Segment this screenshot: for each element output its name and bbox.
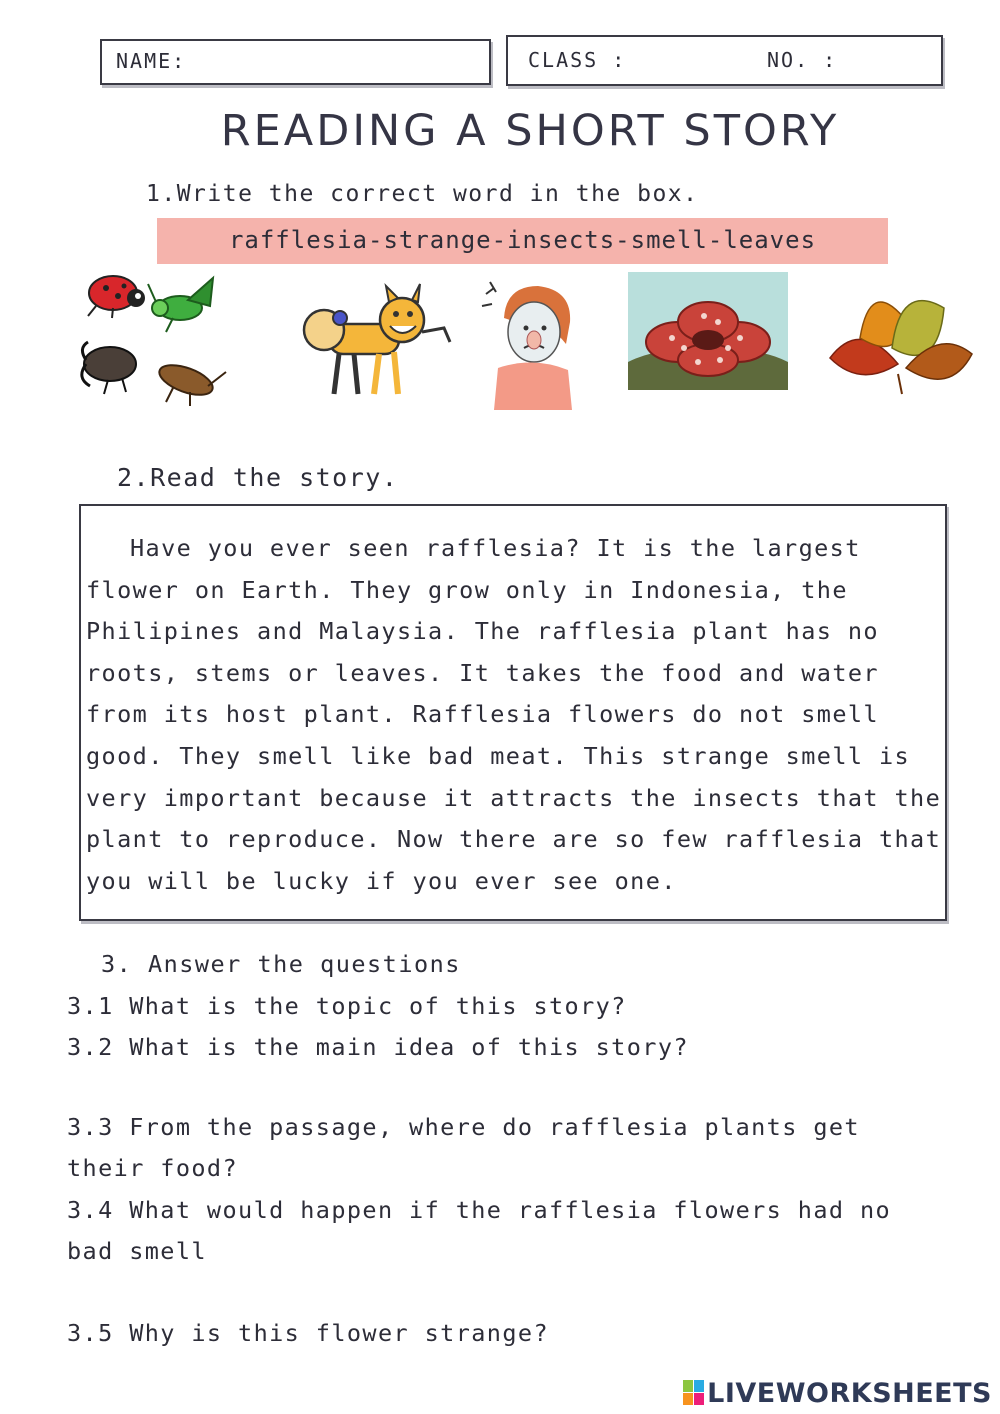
no-label: NO. : [767, 48, 838, 72]
section2-instruction: 2.Read the story. [117, 463, 399, 492]
question-3-5: 3.5 Why is this flower strange? [67, 1319, 549, 1347]
page-title: READING A SHORT STORY [220, 106, 840, 156]
footer-brand: LIVEWORKSHEETS [707, 1377, 992, 1409]
question-3-2: 3.2 What is the main idea of this story? [67, 1033, 689, 1061]
story-text: Have you ever seen rafflesia? It is the largest flower on Earth. They grow only in Indonesia, the Philipines and Malaysia. The rafflesia plant has no roots, stems or leaves. It takes the food and water from its host plant. Rafflesia flowers do not smell good. They smell like bad meat. This strange smell is very important because it attracts the insects that the plant to reproduce. Now there are so few rafflesia that you will be lucky if you ever see one. [86, 534, 942, 895]
class-label: CLASS : [528, 48, 627, 72]
rafflesia-picture [628, 272, 788, 390]
insects-picture [78, 268, 228, 408]
word-bank: rafflesia-strange-insects-smell-leaves [157, 218, 888, 264]
leaves-picture [820, 278, 975, 396]
section1-instruction: 1.Write the correct word in the box. [146, 181, 699, 207]
liveworksheets-logo [683, 1378, 992, 1408]
question-3-1: 3.1 What is the topic of this story? [67, 992, 627, 1020]
smell-picture [476, 278, 580, 410]
liveworksheets-badge-icon [683, 1380, 705, 1406]
question-3-3: 3.3 From the passage, where do rafflesia plants get their food? [67, 1113, 860, 1182]
name-label: NAME: [116, 49, 187, 73]
question-3-4: 3.4 What would happen if the rafflesia flowers had no bad smell [67, 1196, 892, 1265]
section3-instruction: 3. Answer the questions [101, 950, 461, 978]
strange-cartoon-picture [294, 282, 454, 404]
